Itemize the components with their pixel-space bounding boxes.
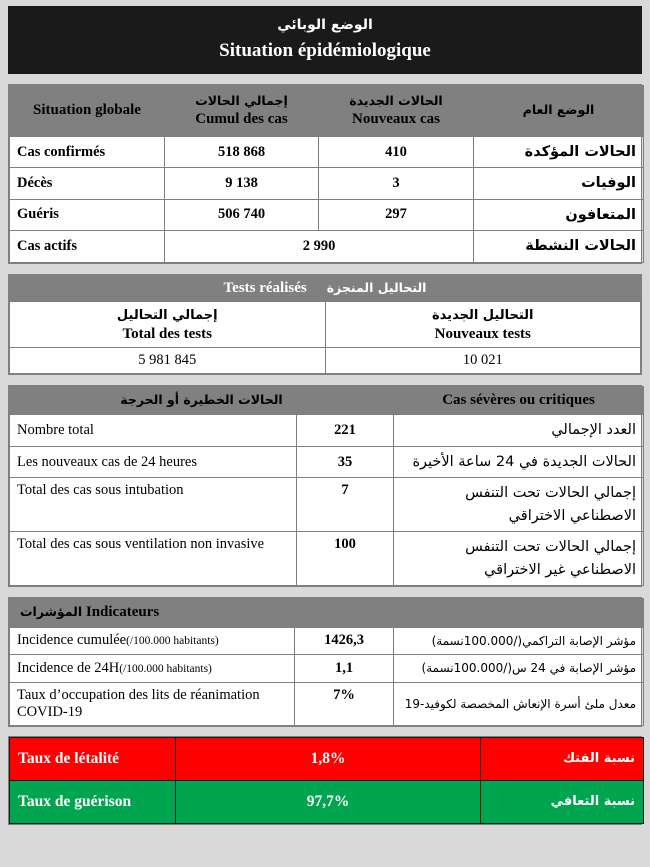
header-cumulative-cases-french: Cumul des cas — [195, 111, 288, 128]
recovery-rate-label-arabic: نسبة التعافي — [481, 780, 644, 823]
row-active-label-arabic: الحالات النشطة — [474, 231, 644, 262]
indicators-block — [8, 597, 642, 727]
table-row — [10, 347, 641, 373]
table-row — [10, 478, 644, 532]
indicator-cumulative-incidence-label-cell — [10, 627, 295, 655]
tests-total-header — [10, 301, 326, 347]
header-new-cases-french: Nouveaux cas — [352, 111, 440, 128]
tests-new-header — [325, 301, 641, 347]
page-title-arabic: الوضع الوبائي — [277, 17, 373, 33]
header-general-situation — [474, 85, 644, 136]
global-situation-block — [8, 84, 642, 264]
indicator-24h-incidence-label-arabic: مؤشر الإصابة في 24 س(/100.000نسمة) — [394, 655, 644, 683]
fatality-rate-value: 1,8% — [176, 737, 481, 780]
indicators-table — [9, 598, 644, 726]
severe-new24h-value: 35 — [297, 446, 394, 477]
header-new-cases-arabic: الحالات الجديدة — [349, 92, 443, 108]
row-confirmed-label: Cas confirmés — [10, 136, 165, 167]
severe-cases-block — [8, 385, 642, 587]
table-row — [10, 231, 644, 262]
indicators-header-arabic: المؤشرات — [20, 604, 83, 620]
title-banner — [8, 6, 642, 74]
table-row — [10, 199, 644, 230]
header-situation-globale — [10, 85, 165, 136]
indicators-header — [10, 599, 644, 628]
table-row — [10, 655, 644, 683]
row-deaths-label: Décès — [10, 168, 165, 199]
tests-total-value: 5 981 845 — [10, 347, 326, 373]
fatality-rate-label-arabic: نسبة الفتك — [481, 737, 644, 780]
severe-noninvasive-value: 100 — [297, 532, 394, 586]
tests-total-header-french: Total des tests — [122, 325, 212, 342]
indicator-24h-incidence-label-cell — [10, 655, 295, 683]
header-situation-globale-label: Situation globale — [33, 102, 141, 119]
tests-new-value: 10 021 — [325, 347, 641, 373]
row-recovered-label-arabic: المتعافون — [474, 199, 644, 230]
table-header-row — [10, 301, 641, 347]
tests-total-header-arabic: إجمالي التحاليل — [116, 307, 218, 323]
indicator-24h-incidence-label: Incidence de 24H — [17, 660, 120, 677]
rates-table — [9, 737, 644, 824]
tests-section-header — [9, 275, 641, 301]
table-row — [10, 682, 644, 725]
severe-cases-table — [9, 386, 644, 586]
table-header-row — [10, 386, 644, 415]
indicators-header-french: Indicateurs — [85, 604, 160, 621]
severe-new24h-label: Les nouveaux cas de 24 heures — [10, 446, 297, 477]
tests-new-header-french: Nouveaux tests — [434, 325, 531, 342]
table-row — [10, 136, 644, 167]
global-situation-table — [9, 85, 644, 263]
row-confirmed-new: 410 — [319, 136, 474, 167]
severe-total-label: Nombre total — [10, 415, 297, 446]
header-cumulative-cases-arabic: إجمالي الحالات — [195, 92, 288, 108]
row-deaths-label-arabic: الوفيات — [474, 168, 644, 199]
tests-block — [8, 274, 642, 375]
row-deaths-cumulative: 9 138 — [165, 168, 319, 199]
severe-noninvasive-label: Total des cas sous ventilation non invasive — [10, 532, 297, 586]
table-row — [10, 627, 644, 655]
row-active-label: Cas actifs — [10, 231, 165, 262]
recovery-rate-label: Taux de guérison — [10, 780, 176, 823]
indicator-cumulative-incidence-value: 1426,3 — [295, 627, 394, 655]
table-row — [10, 415, 644, 446]
indicator-24h-incidence-value: 1,1 — [295, 655, 394, 683]
recovery-rate-value: 97,7% — [176, 780, 481, 823]
row-confirmed-cumulative: 518 868 — [165, 136, 319, 167]
severe-total-value: 221 — [297, 415, 394, 446]
severe-total-label-arabic: العدد الإجمالي — [394, 415, 644, 446]
indicator-24h-incidence-unit: (/100.000 habitants) — [119, 663, 212, 676]
indicator-icu-occupancy-label: Taux d’occupation des lits de réanimation COVID-19 — [10, 682, 295, 725]
table-row — [10, 532, 644, 586]
severe-intubation-label: Total des cas sous intubation — [10, 478, 297, 532]
header-new-cases — [319, 85, 474, 136]
tests-new-header-arabic: التحاليل الجديدة — [432, 307, 534, 323]
table-header-row — [10, 85, 644, 136]
fatality-rate-label: Taux de létalité — [10, 737, 176, 780]
indicator-cumulative-incidence-label-arabic: مؤشر الإصابة التراكمي(/100.000نسمة) — [394, 627, 644, 655]
severe-intubation-value: 7 — [297, 478, 394, 532]
fatality-rate-row — [10, 737, 644, 780]
row-recovered-new: 297 — [319, 199, 474, 230]
header-cumulative-cases — [165, 85, 319, 136]
rates-block — [8, 736, 642, 825]
severe-cases-header-arabic-cell — [10, 386, 394, 415]
indicator-icu-occupancy-label-arabic: معدل ملئ أسرة الإنعاش المخصصة لكوفيد-19 — [394, 682, 644, 725]
severe-cases-header-french-cell — [394, 386, 644, 415]
row-active-cumulative: 2 990 — [165, 231, 474, 262]
severe-cases-header-french: Cas sévères ou critiques — [442, 391, 595, 408]
severe-new24h-label-arabic: الحالات الجديدة في 24 ساعة الأخيرة — [394, 446, 644, 477]
severe-noninvasive-label-arabic: إجمالي الحالات تحت التنفس الاصطناعي غير الاختراقي — [394, 532, 644, 586]
header-general-situation-arabic: الوضع العام — [522, 102, 595, 118]
indicator-icu-occupancy-value: 7% — [295, 682, 394, 725]
row-confirmed-label-arabic: الحالات المؤكدة — [474, 136, 644, 167]
severe-intubation-label-arabic: إجمالي الحالات تحت التنفس الاصطناعي الاختراقي — [394, 478, 644, 532]
row-recovered-cumulative: 506 740 — [165, 199, 319, 230]
row-deaths-new: 3 — [319, 168, 474, 199]
table-header-row — [10, 599, 644, 628]
tests-section-header-french: Tests réalisés — [223, 279, 307, 296]
tests-section-header-arabic: التحاليل المنجزة — [326, 279, 427, 295]
tests-table — [9, 301, 641, 374]
page-title-french: Situation épidémiologique — [219, 40, 431, 61]
recovery-rate-row — [10, 780, 644, 823]
table-row — [10, 446, 644, 477]
indicator-cumulative-incidence-unit: (/100.000 habitants) — [126, 635, 219, 648]
row-recovered-label: Guéris — [10, 199, 165, 230]
table-row — [10, 168, 644, 199]
severe-cases-header-arabic: الحالات الخطيرة أو الحرجة — [120, 392, 283, 408]
indicator-cumulative-incidence-label: Incidence cumulée — [17, 632, 127, 649]
